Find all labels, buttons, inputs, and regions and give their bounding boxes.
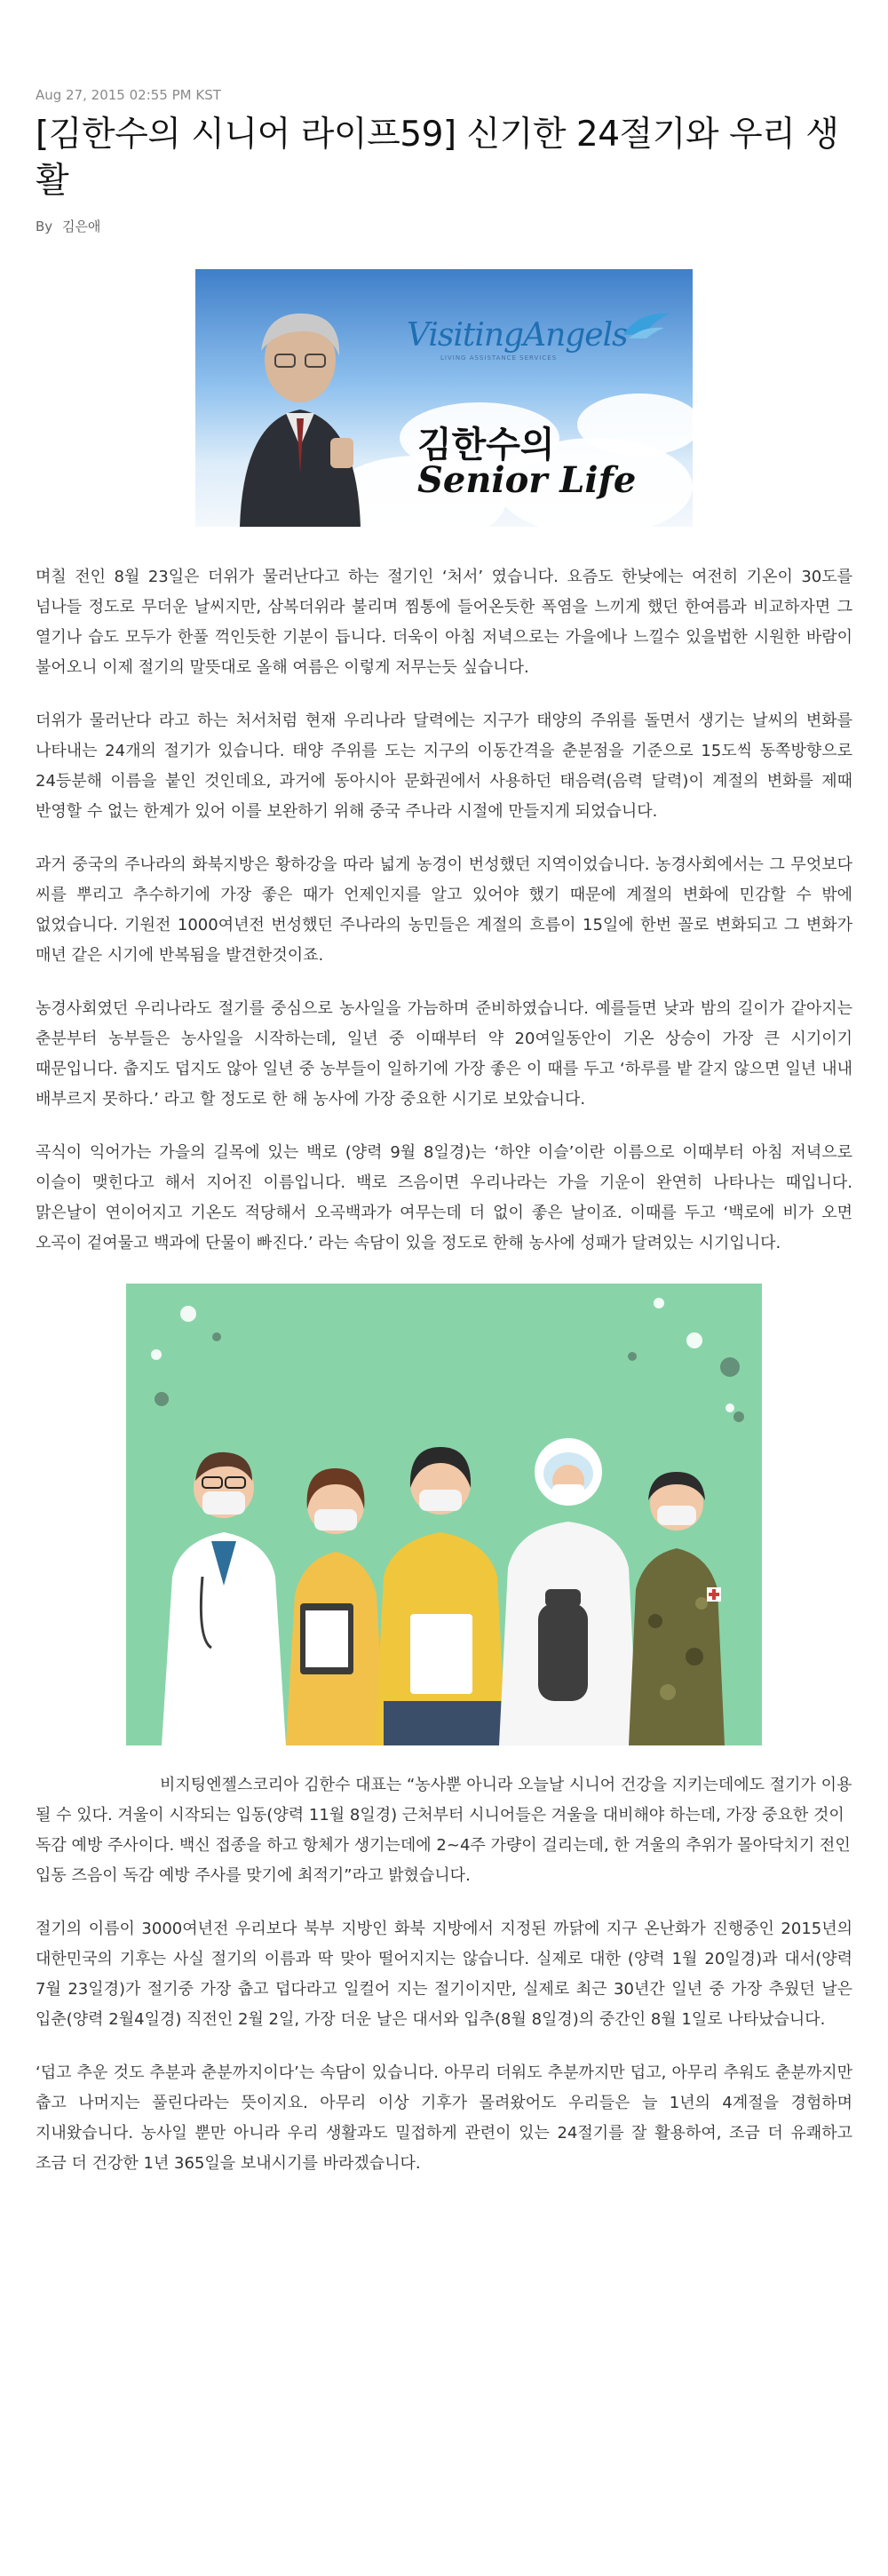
paragraph: 농경사회였던 우리나라도 절기를 중심으로 농사일을 가늠하며 준비하였습니다. 예를들면 낮과 밤의 길이가 같아지는 춘분부터 농부들은 농사일을 시작하는데, 일년 중 이때부터 약 20여일동안이 기온 상승이 가장 큰 시기이기 때문입니다. 춥지도 덥지도 않아 일년 중 농부들이 일하기에 가장 좋은 이 때를 두고 ‘하루를 밭 갈지 않으면 일년 내내 배부르지 못하다.’ 라고 할 정도로 한 해 농사에 가장 중요한 시기로 보았습니다. <box>36 999 852 1109</box>
article-title: [김한수의 시니어 라이프59] 신기한 24절기와 우리 생활 <box>36 115 839 201</box>
presenter-portrait-icon <box>231 305 364 527</box>
paragraph: 더위가 물러난다 라고 하는 처서처럼 현재 우리나라 달력에는 지구가 태양의 주위를 돌면서 생기는 날씨의 변화를 나타내는 24개의 절기가 있습니다. 태양 주위를 도는 지구의 이동간격을 춘분점을 기준으로 15도씩 동쪽방향으로 24등분해 이름을 붙인 것인데요, 과거에 동아시아 문화권에서 사용하던 태음력(음력 달력)이 계절의 변화를 제때 반영할 수 없는 한계가 있어 이를 보완하기 위해 중국 주나라 시절에 만들지게 되었습니다. <box>36 712 852 821</box>
brand-tagline: LIVING ASSISTANCE SERVICES <box>440 354 558 362</box>
hero-banner-image <box>195 269 693 527</box>
paragraph: ‘덥고 추운 것도 추분과 춘분까지이다’는 속담이 있습니다. 아무리 더워도 추분까지만 덥고, 아무리 추워도 춘분까지만 춥고 나머지는 풀린다라는 뜻이지요. 아무리 이상 기후가 몰려왔어도 우리들은 늘 1년의 4계절을 경험하며 지내왔습니다. 농사일 뿐만 아니라 우리 생활과도 밀접하게 관련이 있는 24절기를 잘 활용하여, 조금 더 유쾌하고 조금 더 건강한 1년 365일을 보내시기를 바라겠습니다. <box>36 2063 852 2173</box>
health-workers-illustration <box>126 1284 762 1745</box>
angel-wing-icon <box>620 308 673 344</box>
health-workers-svg <box>126 1284 762 1745</box>
paragraph: 절기의 이름이 3000여년전 우리보다 북부 지방인 화북 지방에서 지정된 까닭에 지구 온난화가 진행중인 2015년의 대한민국의 기후는 사실 절기의 이름과 딱 맞아 떨어지지는 않습니다. 실제로 대한 (양력 1월 20일경)과 대서(양력 7월 23일경)가 절기중 가장 춥고 덥다라고 일컬어 지는 절기이지만, 실제로 최근 30년간 일년 중 가장 추웠던 날은 입춘(양력 2월4일경) 직전인 2월 2일, 가장 더운 날은 대서와 입추(8월 8일경)의 중간인 8월 1일로 나타났습니다. <box>36 1920 852 2029</box>
byline-label: By <box>36 219 53 235</box>
paragraph: 과거 중국의 주나라의 화북지방은 황하강을 따라 넓게 농경이 번성했던 지역이었습니다. 농경사회에서는 그 무엇보다 씨를 뿌리고 추수하기에 가장 좋은 때가 언제인지를 알고 있어야 했기 때문에 계절의 변화에 민감할 수 밖에 없었습니다. 기원전 1000여년전 번성했던 주나라의 농민들은 계절의 흐름이 15일에 한번 꼴로 변화되고 그 변화가 매년 같은 시기에 반복됨을 발견한것이죠. <box>36 855 852 965</box>
author-link[interactable]: 김은애 <box>61 219 101 235</box>
byline <box>36 217 852 235</box>
brand-logo-text: VisitingAngels <box>407 317 628 354</box>
article-date: Aug 27, 2015 02:55 PM KST <box>36 87 221 103</box>
series-subtitle: Senior Life <box>417 459 637 501</box>
paragraph: 며칠 전인 8월 23일은 더위가 물러난다고 하는 절기인 ‘처서’ 였습니다. 요즘도 한낮에는 여전히 기온이 30도를 넘나들 정도로 무더운 날씨지만, 삼복더위라 불리며 찜통에 들어온듯한 폭염을 느끼게 했던 한여름과 비교하자면 그 열기나 습도 모두가 한풀 꺽인듯한 기분이 듭니다. 더욱이 아침 저녁으로는 가을에나 느낄수 있을법한 시원한 바람이 불어오니 이제 절기의 말뜻대로 올해 여름은 이렇게 저무는듯 싶습니다. <box>36 568 852 677</box>
paragraph: 곡식이 익어가는 가을의 길목에 있는 백로 (양력 9월 8일경)는 ‘하얀 이슬’이란 이름으로 이때부터 아침 저녁으로 이슬이 맺힌다고 해서 지어진 이름입니다. 백로 즈음이면 우리나라는 가을 기운이 완연히 나타나는 때입니다. 맑은날이 연이어지고 기온도 적당해서 오곡백과가 여무는데 더 없이 좋은 날이죠. 이때를 두고 ‘백로에 비가 오면 오곡이 겉여물고 백과에 단물이 빠진다.’ 라는 속담이 있을 정도로 한해 농사에 성패가 달려있는 시기입니다. <box>36 1143 852 1252</box>
series-name: 김한수의 <box>417 425 555 465</box>
article <box>36 0 852 2179</box>
paragraph: 비지팅엔젤스코리아 김한수 대표는 “농사뿐 아니라 오늘날 시니어 건강을 지키는데에도 절기가 이용 될 수 있다. 겨울이 시작되는 입동(양력 11월 8일경) 근처부터 시니어들은 겨울을 대비해야 하는데, 가장 중요한 것이 독감 예방 주사이다. 백신 접종을 하고 항체가 생기는데에 2~4주 가량이 걸리는데, 한 겨울의 추위가 몰아닥치기 전인 입동 즈음이 독감 예방 주사를 맞기에 최적기”라고 밝혔습니다. <box>36 1776 852 1885</box>
